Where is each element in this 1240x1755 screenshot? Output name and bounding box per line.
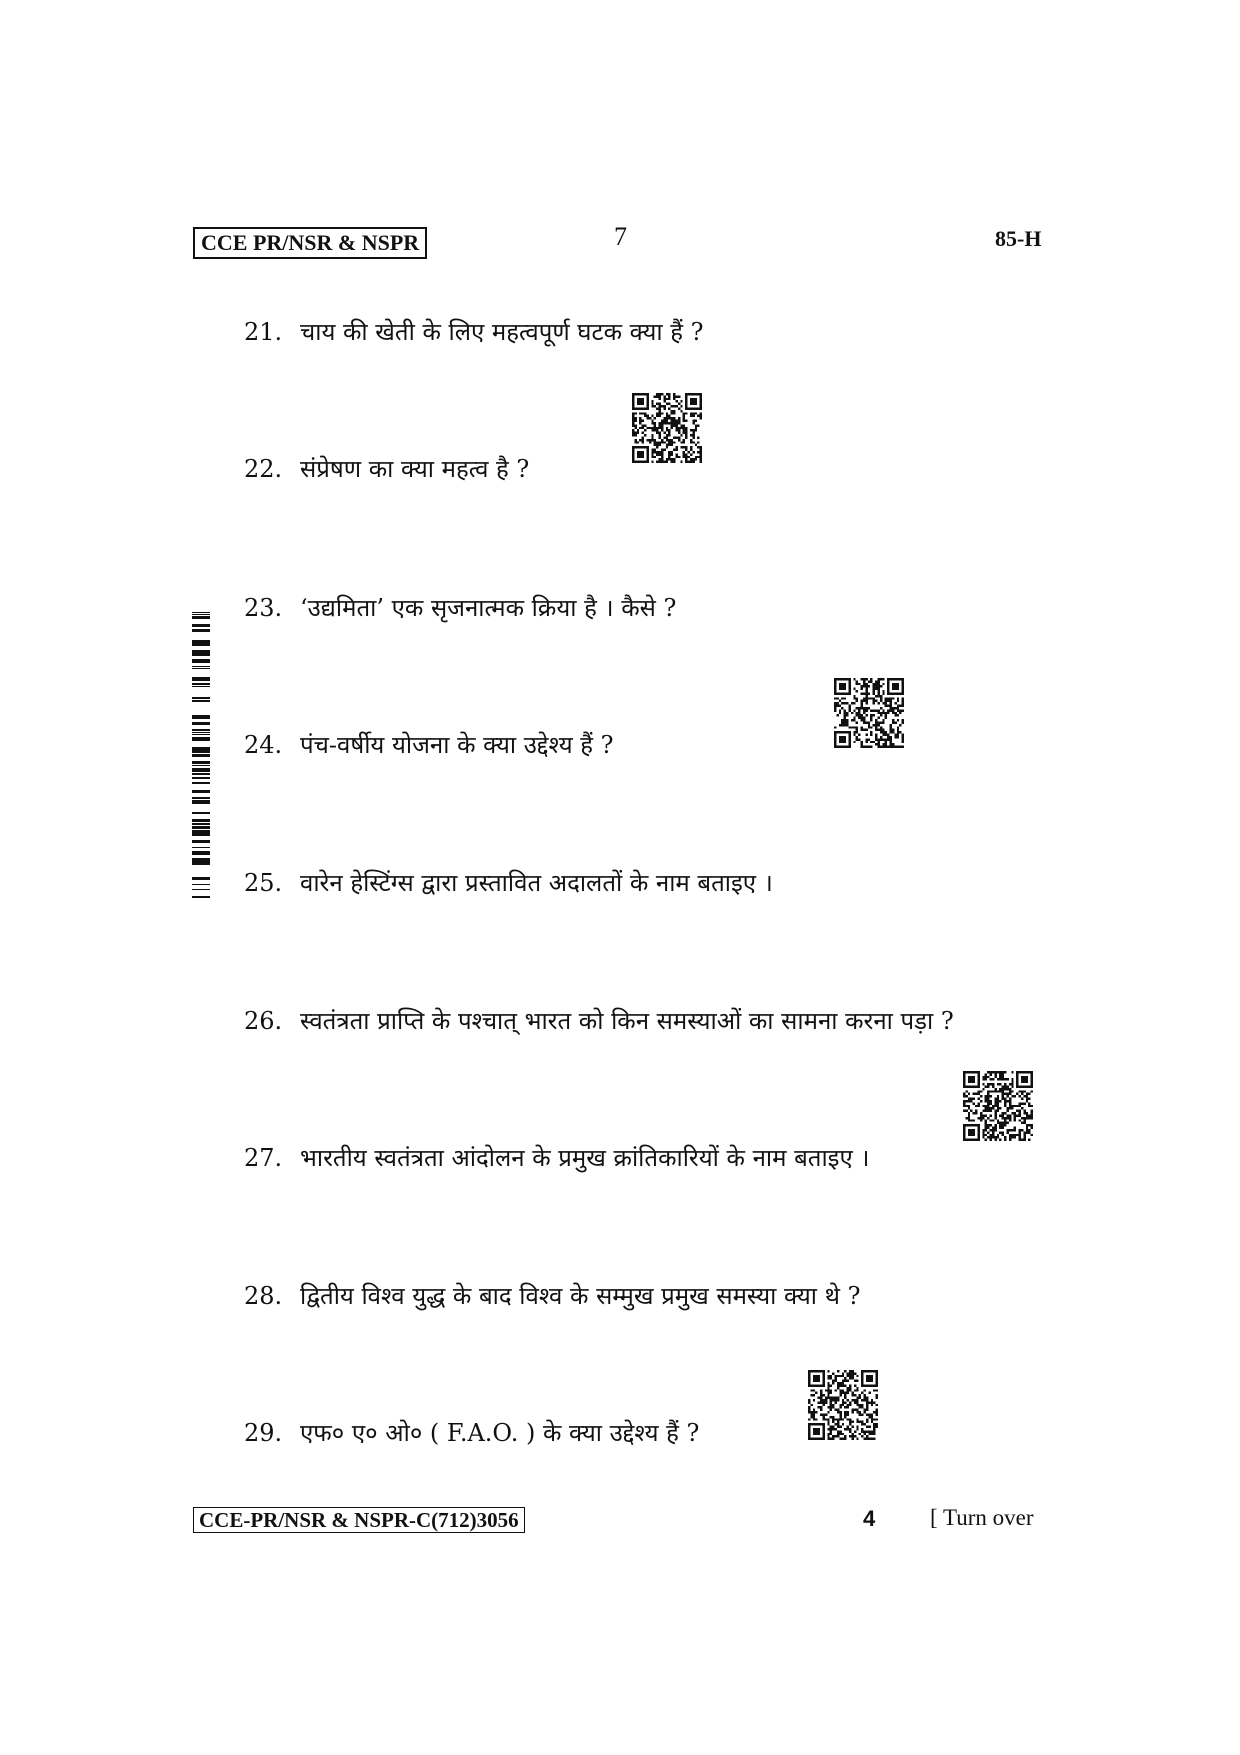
question-number: 28. bbox=[244, 1282, 283, 1310]
question-text: चाय की खेती के लिए महत्वपूर्ण घटक क्या हैं ? bbox=[300, 318, 704, 346]
question-22 bbox=[244, 452, 529, 486]
qr-code-icon bbox=[632, 393, 702, 463]
question-text: पंच-वर्षीय योजना के क्या उद्देश्य हैं ? bbox=[300, 731, 614, 759]
qr-code-icon bbox=[963, 1071, 1033, 1141]
question-number: 22. bbox=[244, 455, 283, 483]
question-number: 29. bbox=[244, 1419, 283, 1447]
header-page-number: 7 bbox=[614, 222, 627, 251]
question-number: 26. bbox=[244, 1007, 283, 1035]
footer-turn-over: [ Turn over bbox=[930, 1505, 1034, 1530]
question-number: 24. bbox=[244, 731, 283, 759]
question-text: एफ० ए० ओ० ( F.A.O. ) के क्या उद्देश्य हैं ? bbox=[300, 1419, 700, 1447]
question-24 bbox=[244, 728, 614, 762]
question-number: 25. bbox=[244, 869, 283, 897]
footer-sheet-number: 4 bbox=[863, 1506, 876, 1531]
footer-paper-code: CCE-PR/NSR & NSPR-C(712)3056 bbox=[193, 1507, 525, 1533]
question-text: ‘उद्यमिता’ एक सृजनात्मक क्रिया है । कैसे ? bbox=[300, 594, 677, 622]
question-23 bbox=[244, 591, 676, 625]
question-25 bbox=[244, 866, 773, 900]
question-26 bbox=[244, 1004, 954, 1038]
question-28 bbox=[244, 1279, 860, 1313]
question-21 bbox=[244, 315, 704, 349]
question-text: स्वतंत्रता प्राप्ति के पश्चात् भारत को किन समस्याओं का सामना करना पड़ा ? bbox=[300, 1007, 954, 1035]
question-text: द्वितीय विश्व युद्ध के बाद विश्व के सम्मुख प्रमुख समस्या क्या थे ? bbox=[300, 1282, 861, 1310]
barcode-icon bbox=[192, 612, 210, 900]
qr-code-icon bbox=[834, 678, 904, 748]
question-text: संप्रेषण का क्या महत्व है ? bbox=[300, 455, 530, 483]
question-number: 21. bbox=[244, 318, 283, 346]
header-subject-code: 85-H bbox=[995, 226, 1042, 251]
question-text: वारेन हेस्टिंग्स द्वारा प्रस्तावित अदालतों के नाम बताइए । bbox=[300, 869, 773, 897]
question-number: 27. bbox=[244, 1144, 283, 1172]
question-number: 23. bbox=[244, 594, 283, 622]
header-paper-code: CCE PR/NSR & NSPR bbox=[193, 227, 427, 259]
question-27 bbox=[244, 1141, 869, 1175]
qr-code-icon bbox=[808, 1370, 878, 1440]
question-29 bbox=[244, 1416, 699, 1450]
question-text: भारतीय स्वतंत्रता आंदोलन के प्रमुख क्रांतिकारियों के नाम बताइए । bbox=[300, 1144, 870, 1172]
